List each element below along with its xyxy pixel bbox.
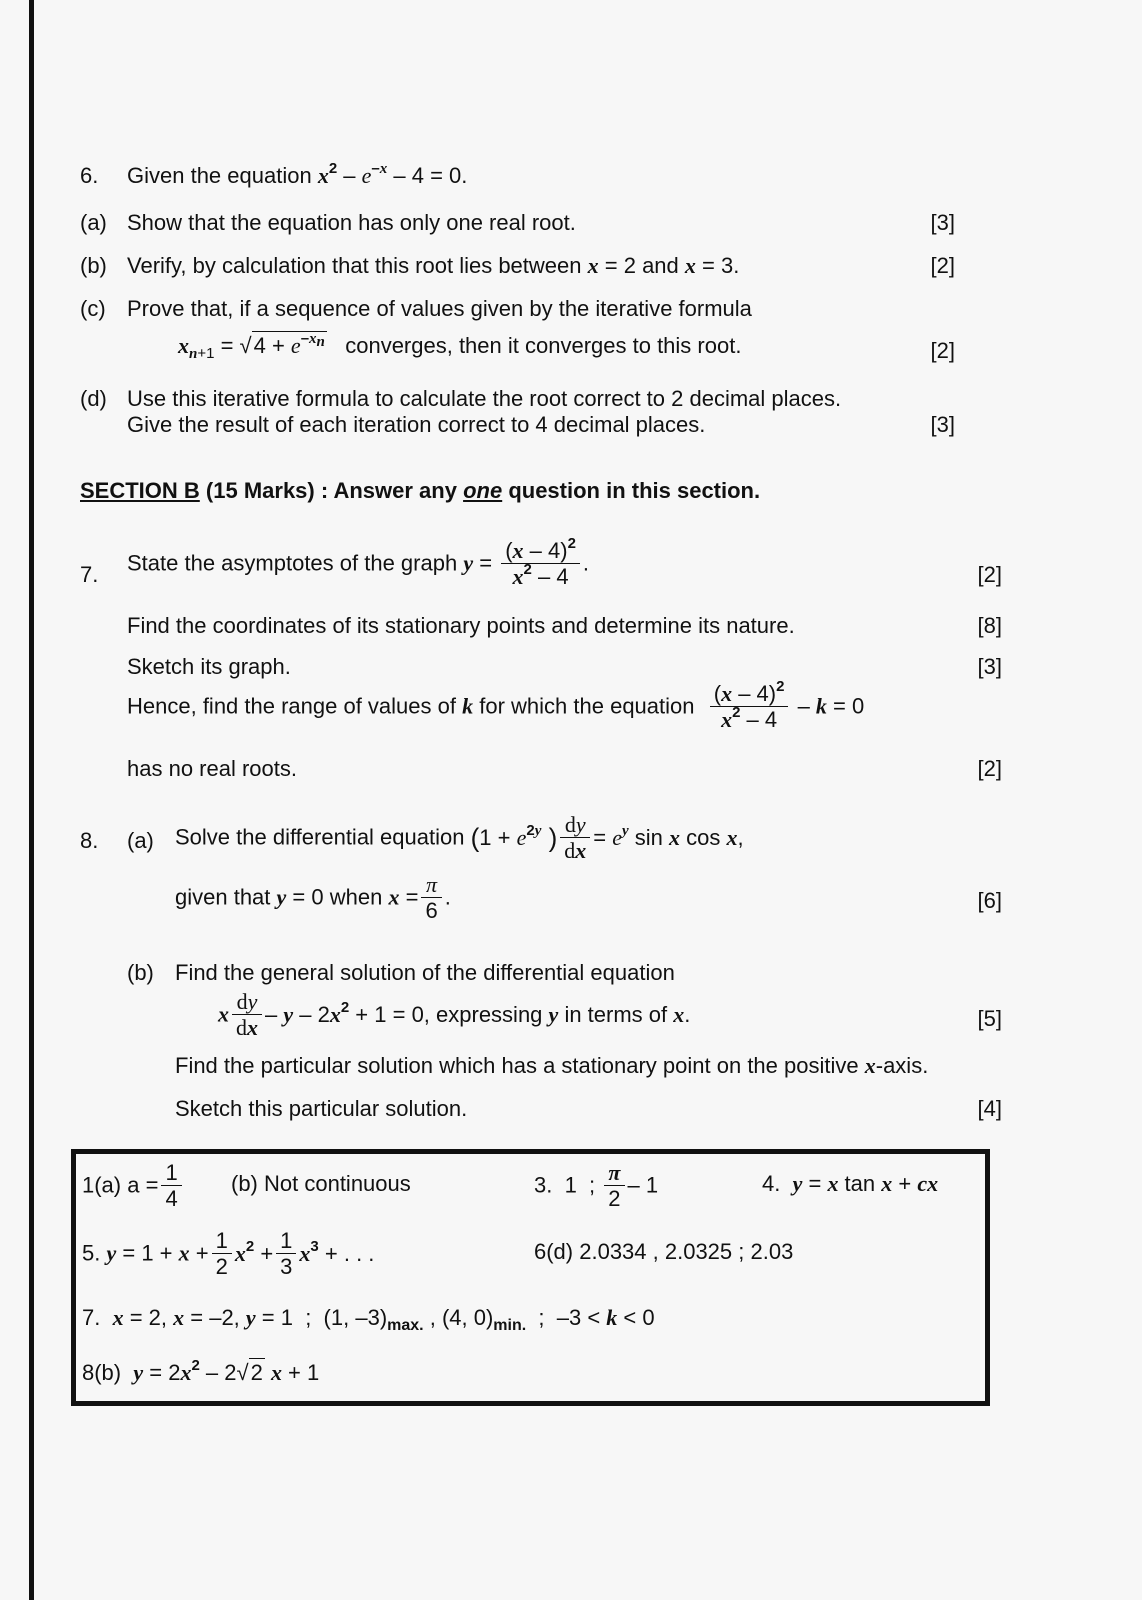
q8b-mark: [5]: [977, 1006, 1002, 1031]
q8b-label: (b): [127, 960, 154, 985]
answer-5: 5. y = 1 + x + $\frac{1}{2}$ $x^2$ + $\frac{1}{3}$ $x^3$ + . . .: [82, 1228, 375, 1280]
q6c-mark: [2]: [930, 338, 955, 363]
q8b-eq-tail-2: in terms of: [564, 1001, 668, 1027]
q6c-tail: converges, then it converges to this root.: [345, 333, 742, 358]
answer-3-tail: – 1: [627, 1172, 659, 1198]
q6c-text: Prove that, if a sequence of values given by the iterative formula: [127, 296, 752, 321]
q7-line4a: Hence, find the range of values of: [127, 693, 456, 719]
answer-8b: 8(b) $y = 2x^2 - 2√2$ x + 1: [82, 1357, 320, 1385]
q8b-line4: Sketch this particular solution.: [175, 1096, 468, 1121]
q6b-mark: [2]: [930, 253, 955, 278]
q7-mark5: [2]: [977, 756, 1002, 781]
q8b-line3a: Find the particular solution which has a stationary point on the positive: [175, 1053, 859, 1078]
answer-7: 7. x = 2, x = –2, y = 1 ; (1, $-3)_{max.}$ , (4, $0)_{min.}$ ; –3 < k < 0: [82, 1305, 655, 1334]
q6b-text-2: = 2 and: [604, 253, 679, 278]
q8a-given-2: = 0 when: [292, 884, 383, 910]
answer-7-label: 7.: [82, 1305, 101, 1330]
q8b-line3b: -axis.: [875, 1053, 929, 1078]
answer-1b: (b) Not continuous: [231, 1171, 411, 1196]
answer-1a: 1(a) a = $\frac{1}{4}$: [82, 1161, 185, 1210]
q6-intro-text: Given the equation: [127, 163, 312, 188]
q6b-text: Verify, by calculation that this root lies between x = 2 and x = 3.: [127, 253, 740, 278]
q8a-given-1: given that: [175, 884, 271, 910]
q7-line4: Hence, find the range of values of k for which the equation $\frac{(x - 4)^2}{x^2 - 4}$ – k = 0: [127, 678, 865, 733]
q6a-mark: [3]: [930, 210, 955, 235]
section-b-emph: one: [463, 478, 503, 503]
q7-mark3: [3]: [977, 654, 1002, 679]
answer-3: 3. 1 ; $\frac{\pi}{2}$ – 1: [534, 1160, 659, 1212]
answer-3-label: 3. 1 ;: [534, 1172, 596, 1198]
q6b-text-3: = 3.: [702, 253, 740, 278]
q6c-label: (c): [80, 296, 106, 321]
q8b-line3: Find the particular solution which has a stationary point on the positive x-axis.: [175, 1053, 929, 1078]
q7-line3: Sketch its graph.: [127, 654, 291, 679]
section-b-heading: [80, 480, 760, 502]
q8b-equation: x $\frac{dy}{dx}$ – $y - 2x^2 + 1 = 0$, expressing y in terms of x.: [218, 989, 691, 1041]
q8b-text: Find the general solution of the differential equation: [175, 960, 675, 985]
q6d-line2: Give the result of each iteration correct to 4 decimal places.: [127, 412, 706, 437]
margin-line: [29, 0, 34, 1600]
q6d-line1: Use this iterative formula to calculate the root correct to 2 decimal places.: [127, 386, 842, 411]
q8a-equation: Solve the differential equation ($1 + e^{2y}$ ) $\frac{dy}{dx}$ = $e^y$ sin x cos x,: [175, 812, 744, 864]
q6a-text: Show that the equation has only one real root.: [127, 210, 576, 235]
q7-line4b: for which the equation: [479, 693, 695, 719]
q6b-label: (b): [80, 253, 107, 278]
q6-equation-tail: – 4 = 0.: [393, 163, 468, 188]
q6c-formula: $x_{n+1} = √4 + e^{-x_n}$ converges, then it converges to this root.: [178, 330, 742, 362]
q8b-eq-tail-1: + 1 = 0, expressing: [355, 1001, 543, 1027]
q7-number: 7.: [80, 562, 99, 587]
q8a-mark: [6]: [977, 888, 1002, 913]
q8-number: 8.: [80, 828, 99, 853]
answer-4-label: 4.: [762, 1171, 781, 1196]
section-b-marks: (15 Marks) : Answer any: [199, 478, 464, 503]
q6b-text-1: Verify, by calculation that this root lies between: [127, 253, 582, 278]
q6d-label: (d): [80, 386, 107, 411]
q7-mark2: [8]: [977, 613, 1002, 638]
q8b-mark2: [4]: [977, 1096, 1002, 1121]
q7-line1-text: State the asymptotes of the graph: [127, 550, 458, 576]
q6d-mark: [3]: [930, 412, 955, 437]
answer-6d: 6(d) 2.0334 , 2.0325 ; 2.03: [534, 1239, 794, 1264]
answer-4: 4. y = x tan x + cx: [762, 1171, 939, 1196]
answer-1a-label: 1(a) a =: [82, 1172, 159, 1198]
q8a-given: given that y = 0 when x = $\frac{\pi}{6}$ .: [175, 872, 451, 924]
q6-intro: Given the equation $x^2 - e^{-x} - 4 = 0$.: [127, 160, 468, 188]
q8a-label: (a): [127, 828, 154, 853]
answer-8b-label: 8(b): [82, 1360, 122, 1385]
q7-line5: has no real roots.: [127, 756, 297, 781]
q6a-label: (a): [80, 210, 107, 235]
section-b-tail: question in this section.: [502, 478, 761, 503]
q6-number: 6.: [80, 163, 99, 188]
q8a-text: Solve the differential equation: [175, 824, 465, 850]
q7-line1: State the asymptotes of the graph y = $\frac{(x - 4)^2}{x^2 - 4}$ .: [127, 535, 590, 590]
answer-5-label: 5.: [82, 1240, 101, 1266]
q7-mark1: [2]: [977, 562, 1002, 587]
section-b-title: SECTION B: [80, 478, 200, 503]
q7-line2: Find the coordinates of its stationary points and determine its nature.: [127, 613, 795, 638]
